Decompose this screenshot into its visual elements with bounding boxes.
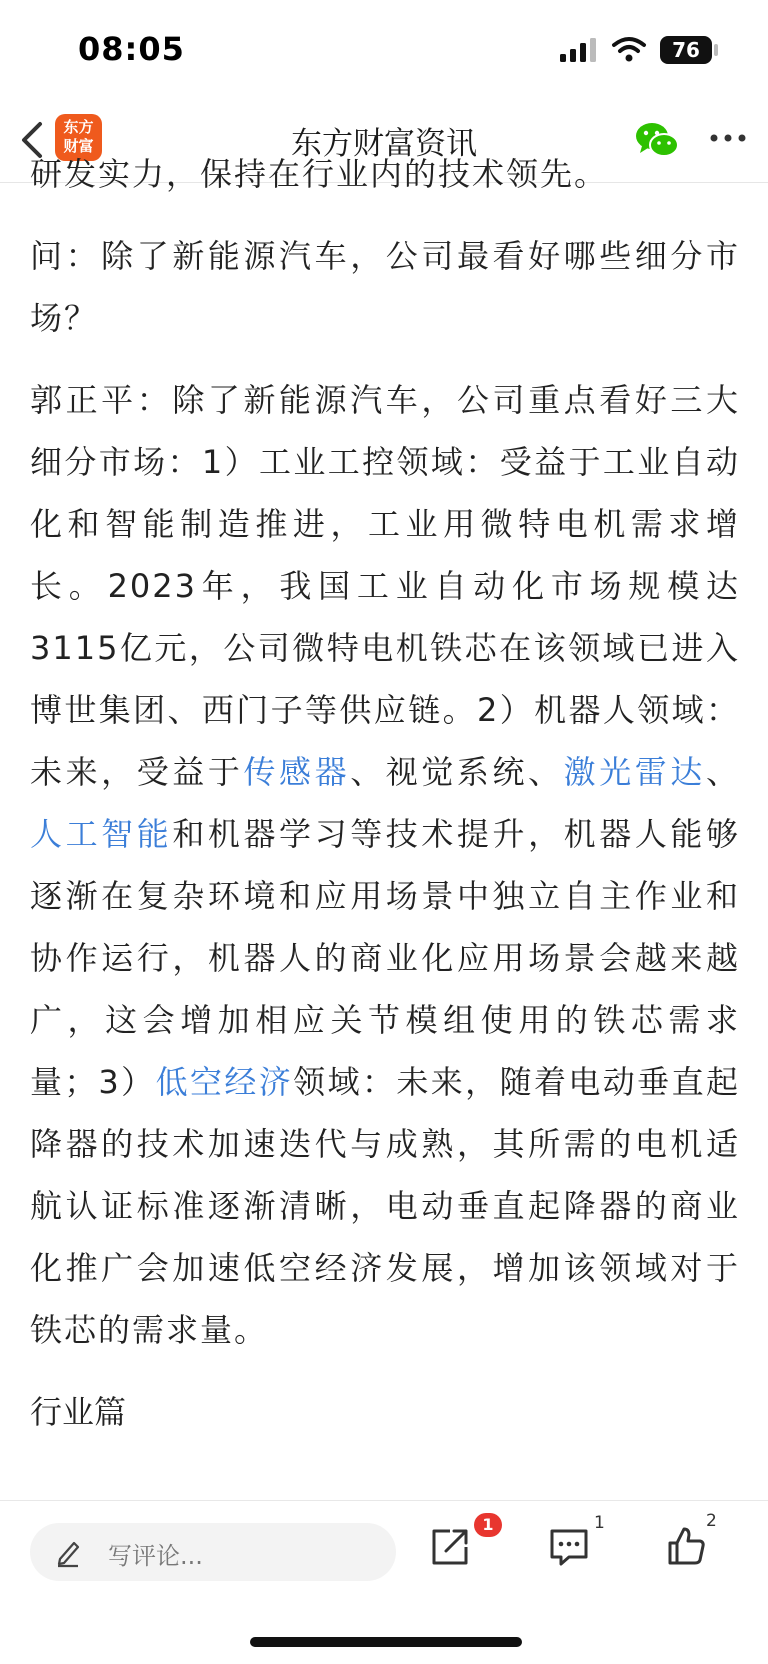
- status-bar: [0, 0, 768, 100]
- link-lidar[interactable]: 激光雷达: [563, 753, 706, 791]
- comment-placeholder: 写评论...: [108, 1542, 203, 1570]
- section-heading: 行业篇: [30, 1393, 127, 1431]
- logo-line-2: 财富: [63, 137, 94, 155]
- comment-icon[interactable]: [547, 1525, 591, 1569]
- bottom-action-bar: [0, 1500, 768, 1664]
- answer-text-3: 、: [705, 753, 740, 791]
- link-sensor[interactable]: 传感器: [243, 753, 351, 791]
- share-icon[interactable]: [428, 1525, 472, 1569]
- pen-icon: [54, 1537, 82, 1567]
- comment-input[interactable]: [30, 1523, 396, 1581]
- battery-icon: 76: [660, 36, 712, 64]
- link-ai[interactable]: 人工智能: [30, 815, 173, 853]
- answer-text-2: 、视觉系统、: [350, 753, 564, 791]
- article-body: [30, 155, 740, 1500]
- answer-text-1: 郭正平：除了新能源汽车，公司重点看好三大细分市场：1）工业工控领域：受益于工业自动化和智能制造推进，工业用微特电机需求增长。2023年，我国工业自动化市场规模达3115亿元，公司微特电机铁芯在该领域已进入博世集团、西门子等供应链。2）机器人领域：未来，受益于: [30, 381, 740, 791]
- cellular-signal-icon: [560, 38, 598, 62]
- link-low-altitude-economy[interactable]: 低空经济: [155, 1063, 294, 1101]
- article-question: 问：除了新能源汽车，公司最看好哪些细分市场？: [30, 237, 740, 337]
- status-time: 08:05: [78, 30, 185, 68]
- article-answer: [30, 369, 740, 1361]
- battery-cap: [714, 44, 718, 56]
- article-paragraph-partial: 研发实力，保持在行业内的技术领先。: [30, 155, 609, 193]
- wifi-icon: [612, 36, 646, 62]
- like-count: 2: [706, 1511, 717, 1531]
- like-icon[interactable]: [664, 1525, 708, 1569]
- share-badge: 1: [474, 1513, 502, 1537]
- answer-text-5: 领域：未来，随着电动垂直起降器的技术加速迭代与成熟，其所需的电机适航认证标准逐渐清晰，电动垂直起降器的商业化推广会加速低空经济发展，增加该领域对于铁芯的需求量。: [30, 1063, 740, 1349]
- answer-text-4: 和机器学习等技术提升，机器人能够逐渐在复杂环境和应用场景中独立自主作业和协作运行，机器人的商业化应用场景会越来越广，这会增加相应关节模组使用的铁芯需求量；3）: [30, 815, 740, 1101]
- comment-count: 1: [594, 1513, 605, 1533]
- logo-line-1: 东方: [63, 118, 94, 136]
- home-indicator[interactable]: [250, 1637, 522, 1647]
- page-title: 东方财富资讯: [291, 126, 477, 162]
